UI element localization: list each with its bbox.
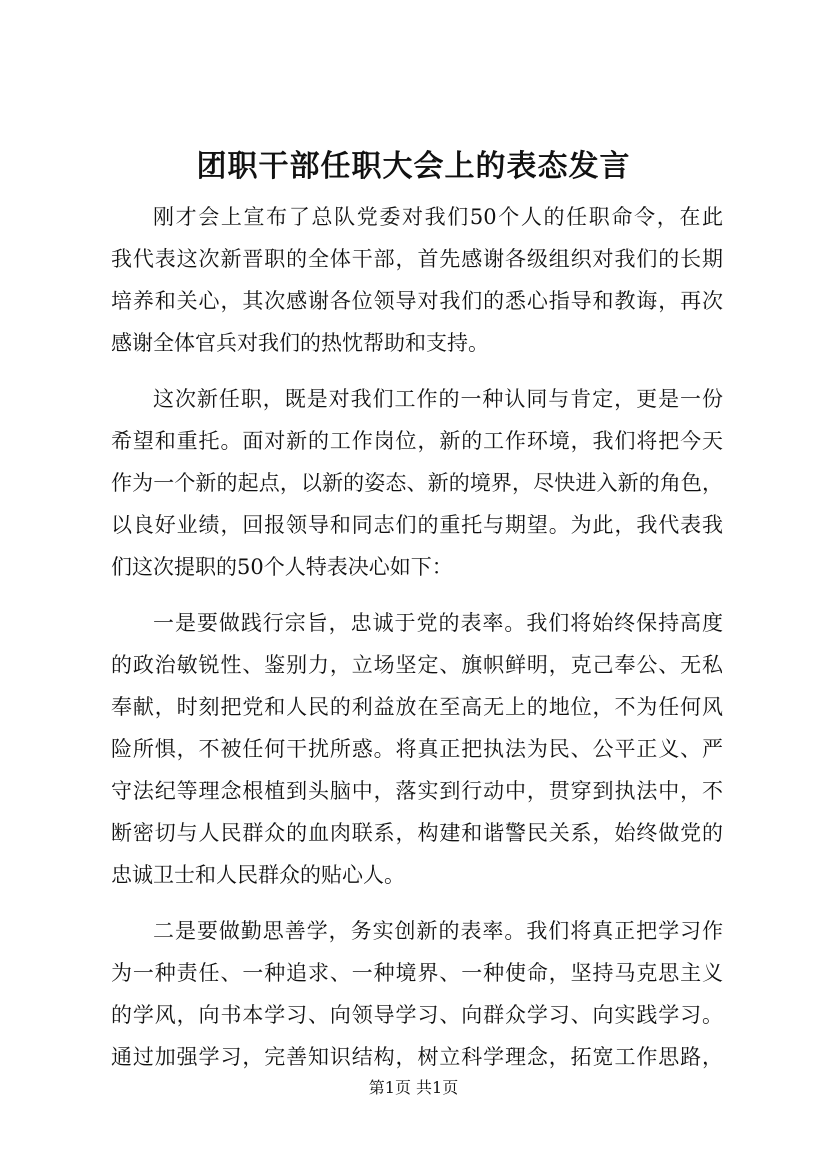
paragraph-line: 守法纪等理念根植到头脑中，落实到行动中，贯穿到执法中，不 xyxy=(111,779,723,803)
paragraph-line: 们这次提职的50个人特表决心如下： xyxy=(111,555,453,579)
paragraph-3 xyxy=(111,602,723,896)
paragraph-line: 以良好业绩，回报领导和同志们的重托与期望。为此，我代表我 xyxy=(111,513,723,537)
paragraph-line: 希望和重托。面对新的工作岗位，新的工作环境，我们将把今天 xyxy=(111,429,723,453)
paragraph-line: 断密切与人民群众的血肉联系，构建和谐警民关系，始终做党的 xyxy=(111,821,723,845)
paragraph-line: 奉献，时刻把党和人民的利益放在至高无上的地位，不为任何风 xyxy=(111,695,723,719)
paragraph-line: 一是要做践行宗旨，忠诚于党的表率。我们将始终保持高度 xyxy=(153,611,723,635)
paragraph-line: 培养和关心，其次感谢各位领导对我们的悉心指导和教诲，再次 xyxy=(111,289,723,313)
paragraph-4 xyxy=(111,910,723,1078)
paragraph-line: 的学风，向书本学习、向领导学习、向群众学习、向实践学习。 xyxy=(111,1003,723,1027)
paragraph-line: 二是要做勤思善学，务实创新的表率。我们将真正把学习作 xyxy=(153,919,723,943)
paragraph-2 xyxy=(111,378,723,588)
paragraph-line: 为一种责任、一种追求、一种境界、一种使命，坚持马克思主义 xyxy=(111,961,723,985)
page-footer: 第1页 共1页 xyxy=(368,1078,459,1097)
paragraph-line: 我代表这次新晋职的全体干部，首先感谢各级组织对我们的长期 xyxy=(111,247,723,271)
paragraph-line: 作为一个新的起点，以新的姿态、新的境界，尽快进入新的角色， xyxy=(111,471,723,495)
paragraph-line: 的政治敏锐性、鉴别力，立场坚定、旗帜鲜明，克己奉公、无私 xyxy=(111,653,723,677)
paragraph-line: 忠诚卫士和人民群众的贴心人。 xyxy=(111,863,405,887)
paragraph-line: 这次新任职，既是对我们工作的一种认同与肯定，更是一份 xyxy=(153,387,723,411)
paragraph-1 xyxy=(111,196,723,364)
document-body xyxy=(111,196,723,1078)
paragraph-line: 通过加强学习，完善知识结构，树立科学理念，拓宽工作思路， xyxy=(111,1045,723,1069)
document-title: 团职干部任职大会上的表态发言 xyxy=(196,149,631,184)
paragraph-line: 感谢全体官兵对我们的热忱帮助和支持。 xyxy=(111,331,489,355)
paragraph-line: 刚才会上宣布了总队党委对我们50个人的任职命令，在此 xyxy=(153,205,723,229)
paragraph-line: 险所惧，不被任何干扰所惑。将真正把执法为民、公平正义、严 xyxy=(111,737,723,761)
